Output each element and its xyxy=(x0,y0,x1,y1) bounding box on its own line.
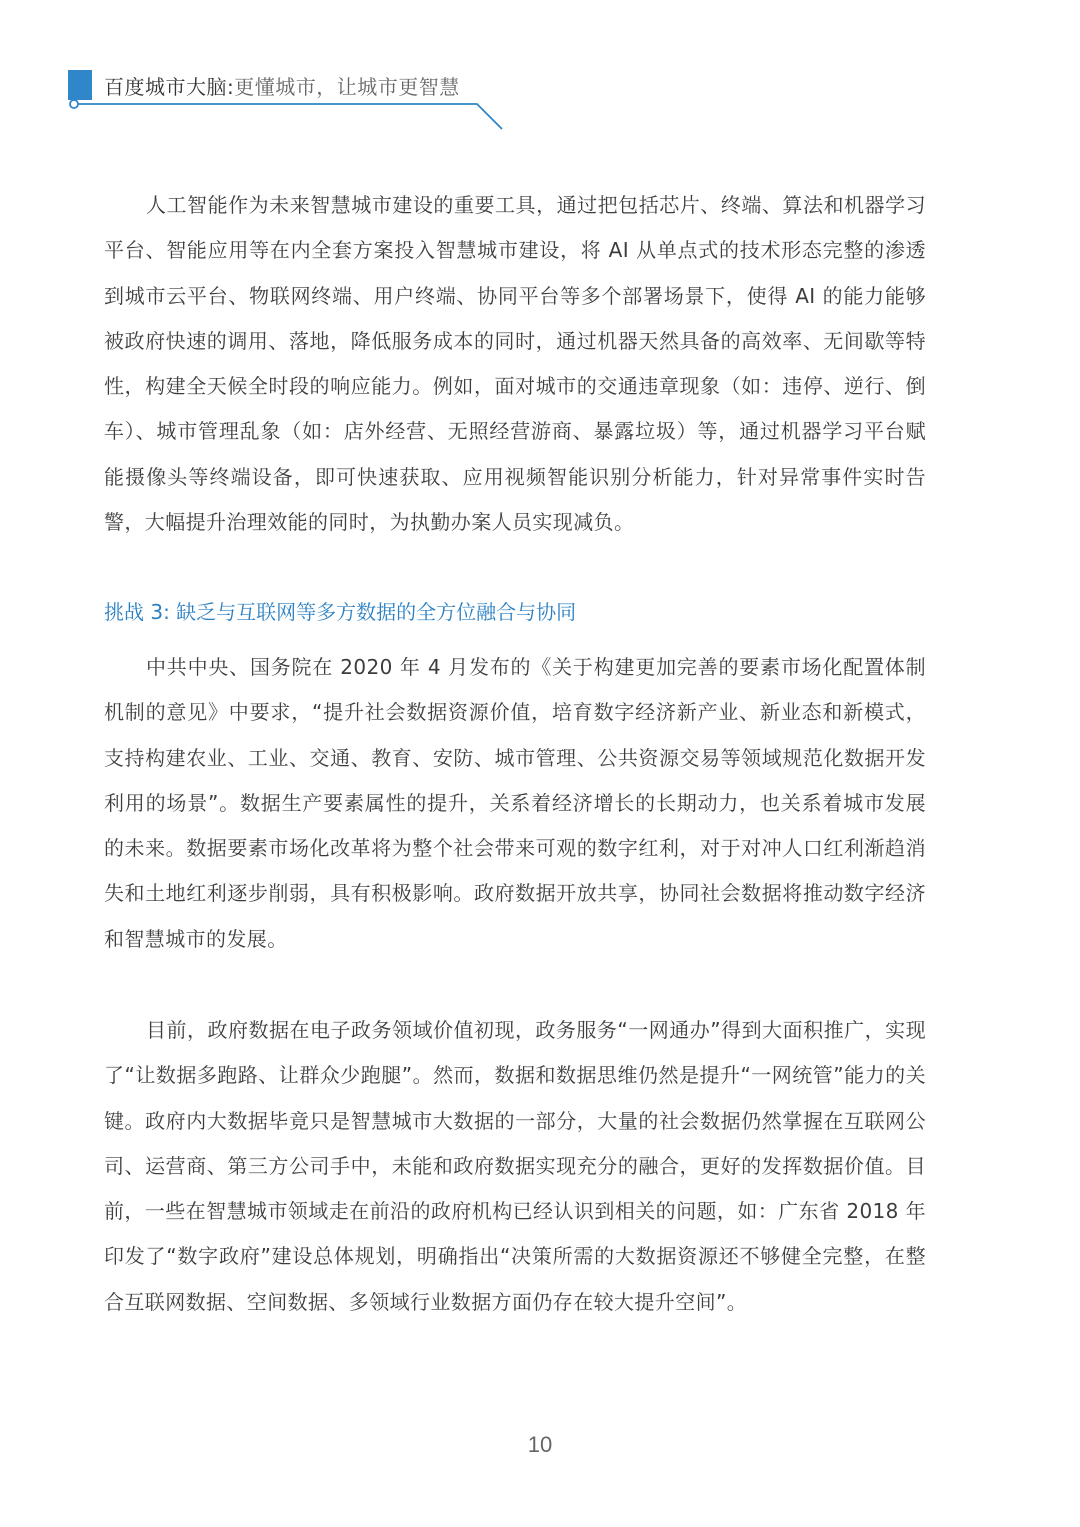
header-rule-line xyxy=(0,95,520,145)
header-title-main: 百度城市大脑 xyxy=(104,75,227,99)
paragraph-data-policy: 中共中央、国务院在 2020 年 4 月发布的《关于构建更加完善的要素市场化配置体制机制的意见》中要求，“提升社会数据资源价值，培育数字经济新产业、新业态和新模式，支持构建农业、工业、交通、教育、安防、城市管理、公共资源交易等领域规范化数据开发利用的场景”。数据生产要素属性的提升，关系着经济增长的长期动力，也关系着城市发展的未来。数据要素市场化改革将为整个社会带来可观的数字红利，对于对冲人口红利渐趋消失和土地红利逐步削弱，具有积极影响。政府数据开放共享，协同社会数据将推动数字经济和智慧城市的发展。 xyxy=(104,655,926,951)
header-title-sub: 更懂城市，让城市更智慧 xyxy=(234,75,460,99)
page-number: 10 xyxy=(527,1432,553,1457)
section-heading-challenge-3: 挑战 3: 缺乏与互联网等多方数据的全方位融合与协同 xyxy=(104,600,577,624)
page-header xyxy=(0,0,1080,140)
paragraph-ai-tools: 人工智能作为未来智慧城市建设的重要工具，通过把包括芯片、终端、算法和机器学习平台、智能应用等在内全套方案投入智慧城市建设，将 AI 从单点式的技术形态完整的渗透到城市云平台、物联网终端、用户终端、协同平台等多个部署场景下，使得 AI 的能力能够被政府快速的调用、落地，降低服务成本的同时，通过机器天然具备的高效率、无间歇等特性，构建全天候全时段的响应能力。例如，面对城市的交通违章现象（如：违停、逆行、倒车）、城市管理乱象（如：店外经营、无照经营游商、暴露垃圾）等，通过机器学习平台赋能摄像头等终端设备，即可快速获取、应用视频智能识别分析能力，针对异常事件实时告警，大幅提升治理效能的同时，为执勤办案人员实现减负。 xyxy=(104,193,926,535)
header-title-separator: : xyxy=(227,75,235,99)
paragraph-gov-data: 目前，政府数据在电子政务领域价值初现，政务服务“一网通办”得到大面积推广，实现了“让数据多跑路、让群众少跑腿”。然而，数据和数据思维仍然是提升“一网统管”能力的关键。政府内大数据毕竟只是智慧城市大数据的一部分，大量的社会数据仍然掌握在互联网公司、运营商、第三方公司手中，未能和政府数据实现充分的融合，更好的发挥数据价值。目前，一些在智慧城市领域走在前沿的政府机构已经认识到相关的问题，如：广东省 2018 年印发了“数字政府”建设总体规划，明确指出“决策所需的大数据资源还不够健全完整，在整合互联网数据、空间数据、多领域行业数据方面仍存在较大提升空间”。 xyxy=(104,1018,926,1314)
